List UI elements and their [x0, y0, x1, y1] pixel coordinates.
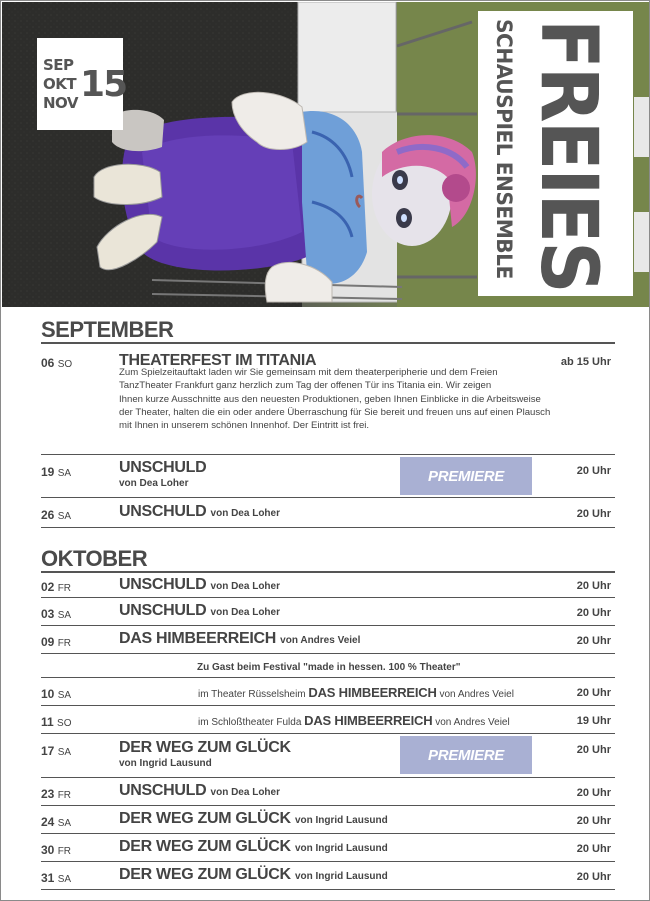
- event-title: UNSCHULD von Dea Loher: [119, 576, 280, 593]
- logo-title: FREIES: [523, 19, 613, 292]
- season-date-badge: [37, 38, 127, 130]
- event-row: [41, 778, 615, 806]
- event-row: [41, 626, 615, 654]
- event-date: 09 FR: [41, 635, 72, 649]
- event-date: 11 SO: [41, 715, 72, 729]
- event-time: 20 Uhr: [576, 635, 611, 647]
- event-title: DER WEG ZUM GLÜCK: [119, 739, 291, 756]
- event-title: UNSCHULD: [119, 459, 207, 476]
- event-title: THEATERFEST IM TITANIA: [119, 352, 317, 369]
- event-row: [41, 834, 615, 862]
- badge-month: NOV: [43, 93, 79, 112]
- event-title: DER WEG ZUM GLÜCK von Ingrid Lausund: [119, 838, 388, 855]
- event-date: 30 FR: [41, 843, 72, 857]
- premiere-badge: PREMIERE: [400, 736, 532, 774]
- event-row: [41, 498, 615, 528]
- guest-performance: im Theater Rüsselsheim DAS HIMBEERREICH von Andres Veiel: [198, 685, 514, 700]
- event-row: [41, 573, 615, 598]
- badge-months: [43, 56, 78, 113]
- festival-note-row: [41, 654, 615, 678]
- event-row: [41, 344, 615, 455]
- event-title: UNSCHULD von Dea Loher: [119, 602, 280, 619]
- event-time: ab 15 Uhr: [560, 356, 611, 368]
- event-time: 20 Uhr: [576, 465, 611, 477]
- event-row: [41, 455, 615, 498]
- event-date: 23 FR: [41, 787, 72, 801]
- premiere-badge: PREMIERE: [400, 457, 532, 495]
- event-time: 20 Uhr: [576, 687, 611, 699]
- event-date: 31 SA: [41, 871, 72, 885]
- header-photo: [2, 2, 650, 307]
- event-row: [41, 734, 615, 778]
- badge-year: 15: [80, 63, 127, 105]
- event-time: 20 Uhr: [576, 607, 611, 619]
- event-time: 20 Uhr: [576, 508, 611, 520]
- event-title: UNSCHULD von Dea Loher: [119, 782, 280, 799]
- event-date: 17 SA: [41, 744, 72, 758]
- event-title: UNSCHULD von Dea Loher: [119, 503, 280, 520]
- event-description: Zum Spielzeitauftakt laden wir Sie gemeinsam mit dem theaterperipherie und dem Freien TanzTheater Frankfurt ganz herzlich zum Tag der offenen Tür ins Titania ein. Wir zeigen Ihnen kurze Ausschnitte aus den neuesten Produktionen, geben Ihnen Einblicke in die Arbeitsweise der Theater, halten die ein oder andere Überraschung für Sie bereit und freuen uns auf einen Plausch mit Ihnen in unserem schönen Innenhof. Der Eintritt ist frei.: [119, 367, 551, 432]
- event-title: DER WEG ZUM GLÜCK von Ingrid Lausund: [119, 866, 388, 883]
- badge-month: SEP: [43, 55, 74, 74]
- event-date: 03 SA: [41, 607, 72, 621]
- event-author: von Dea Loher: [119, 478, 189, 489]
- event-time: 20 Uhr: [576, 787, 611, 799]
- event-title: DAS HIMBEERREICH von Andres Veiel: [119, 630, 361, 647]
- event-time: 20 Uhr: [576, 744, 611, 756]
- event-time: 20 Uhr: [576, 871, 611, 883]
- event-row: [41, 678, 615, 706]
- event-author: von Ingrid Lausund: [119, 758, 212, 769]
- event-date: 26 SA: [41, 508, 72, 522]
- event-time: 20 Uhr: [576, 815, 611, 827]
- event-title: DER WEG ZUM GLÜCK von Ingrid Lausund: [119, 810, 388, 827]
- event-row: [41, 806, 615, 834]
- festival-note: Zu Gast beim Festival "made in hessen. 100 % Theater": [197, 662, 461, 673]
- event-date: 02 FR: [41, 580, 72, 594]
- month-heading-september: SEPTEMBER: [41, 317, 615, 344]
- event-row: [41, 706, 615, 734]
- event-date: 10 SA: [41, 687, 72, 701]
- event-row: [41, 862, 615, 890]
- ensemble-logo: [478, 11, 633, 296]
- event-schedule: [41, 317, 615, 890]
- logo-subtitle: SCHAUSPIEL ENSEMBLE: [492, 19, 516, 279]
- event-time: 20 Uhr: [576, 580, 611, 592]
- event-date: 24 SA: [41, 815, 72, 829]
- event-time: 20 Uhr: [576, 843, 611, 855]
- event-date: 19 SA: [41, 465, 72, 479]
- event-date: 06 SO: [41, 356, 73, 370]
- month-heading-oktober: OKTOBER: [41, 546, 615, 573]
- guest-performance: im Schloßtheater Fulda DAS HIMBEERREICH von Andres Veiel: [198, 713, 510, 728]
- event-row: [41, 598, 615, 626]
- badge-month: OKT: [43, 74, 77, 93]
- event-time: 19 Uhr: [576, 715, 611, 727]
